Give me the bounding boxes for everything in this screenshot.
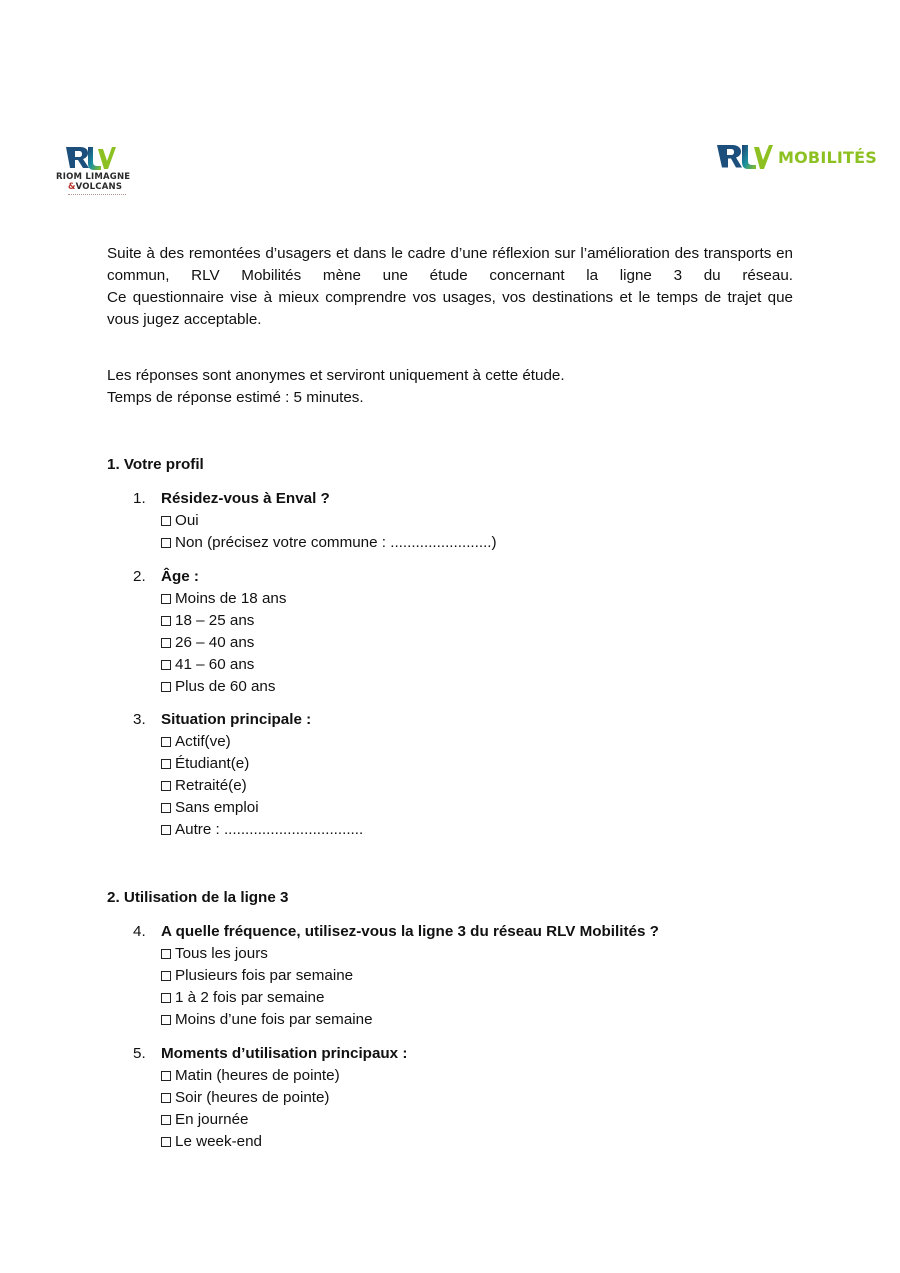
option-checkbox[interactable] — [161, 588, 286, 610]
option-checkbox[interactable] — [161, 775, 363, 797]
option-label: 41 – 60 ans — [175, 656, 255, 673]
logo-wordmark: MOBILITÉS — [778, 148, 877, 167]
option-label: Étudiant(e) — [175, 755, 250, 772]
question-5 — [133, 1043, 407, 1153]
checkbox-icon[interactable] — [161, 538, 171, 548]
option-checkbox[interactable] — [161, 1087, 407, 1109]
option-checkbox[interactable] — [161, 676, 286, 698]
rlv-logo-mark-icon — [64, 144, 116, 172]
logo-ampersand: & — [68, 182, 76, 192]
checkbox-icon[interactable] — [161, 825, 171, 835]
option-checkbox[interactable] — [161, 943, 659, 965]
option-label: 1 à 2 fois par semaine — [175, 989, 325, 1006]
checkbox-icon[interactable] — [161, 759, 171, 769]
option-checkbox[interactable] — [161, 987, 659, 1009]
option-checkbox[interactable] — [161, 654, 286, 676]
intro-paragraph — [107, 243, 793, 331]
option-label: Moins d’une fois par semaine — [175, 1011, 373, 1028]
option-checkbox[interactable] — [161, 1065, 407, 1087]
checkbox-icon[interactable] — [161, 1015, 171, 1025]
checkbox-icon[interactable] — [161, 616, 171, 626]
checkbox-icon[interactable] — [161, 737, 171, 747]
question-label: A quelle fréquence, utilisez-vous la ligne 3 du réseau RLV Mobilités ? — [161, 923, 659, 940]
option-checkbox[interactable] — [161, 1009, 659, 1031]
anonymity-note: Les réponses sont anonymes et serviront uniquement à cette étude. — [107, 367, 565, 384]
option-label: Plus de 60 ans — [175, 678, 276, 695]
question-3 — [133, 709, 363, 841]
checkbox-icon[interactable] — [161, 1071, 171, 1081]
question-number: 3. — [133, 711, 146, 728]
option-checkbox[interactable] — [161, 1131, 407, 1153]
checkbox-icon[interactable] — [161, 1115, 171, 1125]
intro-text-2: Ce questionnaire vise à mieux comprendre vos usages, vos destinations et le temps de trajet que vous jugez acceptable. — [107, 289, 793, 328]
checkbox-icon[interactable] — [161, 1093, 171, 1103]
rlv-logo-mark-icon — [716, 142, 774, 172]
question-label: Âge : — [161, 568, 199, 585]
option-label: Non (précisez votre commune : ........................) — [175, 534, 497, 551]
question-1 — [133, 488, 497, 554]
survey-note — [107, 365, 793, 409]
intro-text-1: Suite à des remontées d’usagers et dans le cadre d’une réflexion sur l’amélioration des transports en commun, RLV Mobilités mène une étude concernant la ligne 3 du réseau. — [107, 245, 793, 284]
option-label: Oui — [175, 512, 199, 529]
option-label: Plusieurs fois par semaine — [175, 967, 354, 984]
rlv-mobilites-logo — [716, 142, 876, 174]
option-checkbox[interactable] — [161, 510, 497, 532]
option-label: Matin (heures de pointe) — [175, 1067, 340, 1084]
question-label: Moments d’utilisation principaux : — [161, 1045, 408, 1062]
logo-tagline — [68, 194, 126, 198]
option-label: Actif(ve) — [175, 733, 231, 750]
riom-limagne-volcans-logo — [56, 144, 132, 202]
checkbox-icon[interactable] — [161, 638, 171, 648]
question-4 — [133, 921, 659, 1031]
logo-text-volcans: VOLCANS — [75, 182, 123, 192]
option-checkbox[interactable] — [161, 1109, 407, 1131]
option-checkbox[interactable] — [161, 753, 363, 775]
checkbox-icon[interactable] — [161, 682, 171, 692]
option-checkbox[interactable] — [161, 797, 363, 819]
option-label: 26 – 40 ans — [175, 634, 255, 651]
checkbox-icon[interactable] — [161, 949, 171, 959]
option-checkbox[interactable] — [161, 965, 659, 987]
estimated-time: Temps de réponse estimé : 5 minutes. — [107, 389, 364, 406]
option-label: En journée — [175, 1111, 249, 1128]
checkbox-icon[interactable] — [161, 594, 171, 604]
question-label: Résidez-vous à Enval ? — [161, 490, 330, 507]
option-label: Autre : ................................. — [175, 821, 364, 838]
option-label: Sans emploi — [175, 799, 259, 816]
section-title-profile: 1. Votre profil — [107, 456, 204, 473]
option-label: Moins de 18 ans — [175, 590, 287, 607]
question-number: 4. — [133, 923, 146, 940]
checkbox-icon[interactable] — [161, 971, 171, 981]
option-checkbox[interactable] — [161, 731, 363, 753]
option-label: 18 – 25 ans — [175, 612, 255, 629]
checkbox-icon[interactable] — [161, 516, 171, 526]
option-label: Retraité(e) — [175, 777, 247, 794]
checkbox-icon[interactable] — [161, 781, 171, 791]
question-number: 5. — [133, 1045, 146, 1062]
option-label: Le week-end — [175, 1133, 262, 1150]
logo-text-line-1: RIOM LIMAGNE — [56, 172, 131, 182]
question-label: Situation principale : — [161, 711, 312, 728]
section-title-line-usage: 2. Utilisation de la ligne 3 — [107, 889, 289, 906]
option-checkbox[interactable] — [161, 532, 497, 554]
option-checkbox[interactable] — [161, 632, 286, 654]
checkbox-icon[interactable] — [161, 803, 171, 813]
question-2 — [133, 566, 286, 698]
checkbox-icon[interactable] — [161, 660, 171, 670]
checkbox-icon[interactable] — [161, 993, 171, 1003]
option-checkbox[interactable] — [161, 610, 286, 632]
question-number: 1. — [133, 490, 146, 507]
option-checkbox[interactable] — [161, 819, 363, 841]
question-number: 2. — [133, 568, 146, 585]
checkbox-icon[interactable] — [161, 1137, 171, 1147]
logo-text-line-2 — [68, 182, 122, 192]
option-label: Tous les jours — [175, 945, 268, 962]
option-label: Soir (heures de pointe) — [175, 1089, 330, 1106]
